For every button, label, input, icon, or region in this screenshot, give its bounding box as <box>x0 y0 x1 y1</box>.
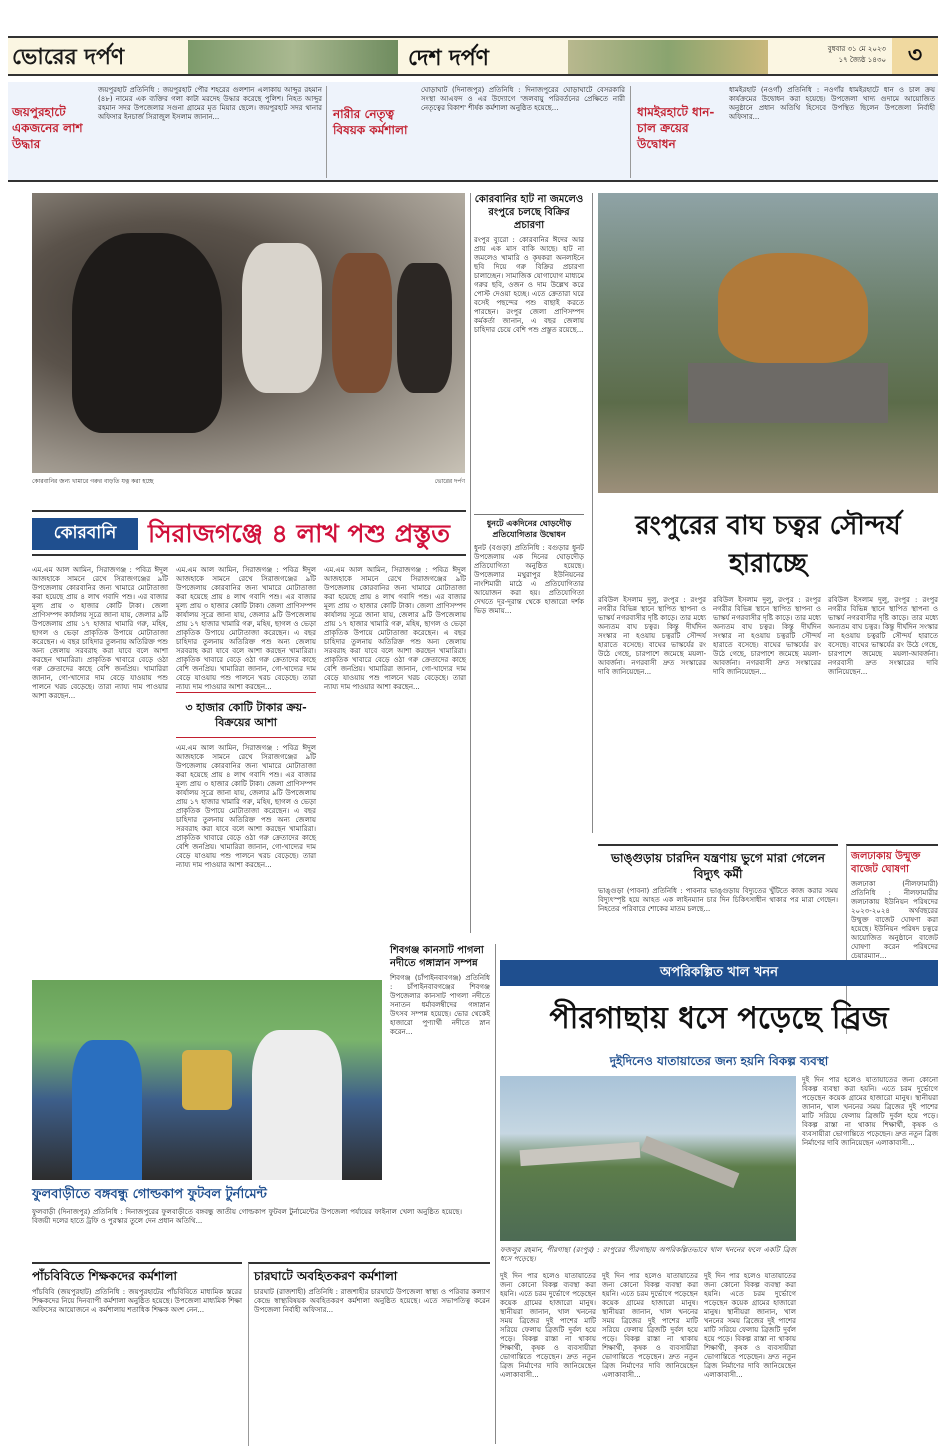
bridge-body-col-1: দুই দিন পার হলেও যাতায়াতের জন্য কোনো বিকল্প ব্যবস্থা করা হয়নি। এতে চরম দুর্ভোগে পড়েছেন কয়েক গ্রামের হাজারো মানুষ। স্থানীয়রা জানান, খাল খননের সময় ব্রিজের দুই পাশের মাটি সরিয়ে ফেলায় ব্রিজটি দুর্বল হয়ে পড়ে। বিকল্প রাস্তা না থাকায় শিক্ষার্থী, কৃষক ও ব্যবসায়ীরা ভোগান্তিতে পড়েছেন। দ্রুত নতুন ব্রিজ নির্মাণের দাবি জানিয়েছেন এলাকাবাসী... <box>500 1272 596 1379</box>
charghat-story <box>248 1262 490 1446</box>
date-line-1: বুধবার ৩১ মে ২০২৩ <box>827 45 886 53</box>
cattle-photo-credit: ভোরের দর্পণ <box>434 478 465 485</box>
tiger-statue-photo <box>598 193 938 493</box>
column-rule-3 <box>495 944 496 1444</box>
bridge-tag-bar <box>500 960 938 986</box>
masthead-farm-photo-left <box>188 40 398 74</box>
page-number: ৩ <box>907 41 923 68</box>
tiger-body-col-2: রবিউল ইসলাম দুলু, রংপুর : রংপুর নগরীর বিভিন্ন স্থানে স্থাপিত স্থাপনা ও ভাস্কর্য নগরবাসীর দৃষ্টি কাড়ে। তার মধ্যে অন্যতম বাঘ চত্বর। কিন্তু দীর্ঘদিন সংস্কার না হওয়ায় চত্বরটি সৌন্দর্য হারাতে বসেছে। বাঘের ভাস্কর্যের রং উঠে গেছে, চারপাশে জমেছে ময়লা-আবর্জনা। নগরবাসী দ্রুত সংস্কারের দাবি জানিয়েছেন... <box>713 596 821 676</box>
paper-name: ভোরের দর্পণ <box>12 44 125 70</box>
lead-story-col-2b: এম.এম আল আমিন, সিরাজগঞ্জ : পবিত্র ঈদুল আজহাকে সামনে রেখে সিরাজগঞ্জের ৯টি উপজেলায় কোরবানির জন্য খামারে মোটাতাজা করা হয়েছে প্রায় ৪ লাখ গবাদি পশু। এর বাজার মূল্য প্রায় ৩ হাজার কোটি টাকা। জেলা প্রাণিসম্পদ কার্যালয় সূত্রে জানা যায়, জেলার ৯টি উপজেলায় প্রায় ১৭ হাজার খামারি গরু, মহিষ, ছাগল ও ভেড়া প্রাকৃতিক উপায়ে মোটাতাজা করেছেন। এ বছর চাহিদার তুলনায় অতিরিক্ত পশু অন্য জেলায় সরবরাহ করা যাবে বলে আশা করছেন খামারিরা। প্রাকৃতিক খাবারে বেড়ে ওঠা গরু ক্রেতাদের কাছে বেশি জনপ্রিয়। খামারিরা জানান, গো-খাদ্যের দাম বেড়ে যাওয়ায় পশু পালনে খরচ বেড়েছে। তারা ন্যায্য দাম পাওয়ার আশা করছেন... <box>176 744 316 869</box>
budget-body: জলঢাকা (নীলফামারী) প্রতিনিধি : নীলফামারীর জলঢাকায় ইউনিয়ন পরিষদের ২০২৩-২০২৪ অর্থবছরের উন্মুক্ত বাজেট ঘোষণা করা হয়েছে। ইউনিয়ন পরিষদ চত্বরে আয়োজিত অনুষ্ঠানে বাজেট ঘোষণা করেন পরিষদের চেয়ারম্যান... <box>851 880 938 960</box>
page-number-tab <box>892 38 938 74</box>
tiger-statue-shape <box>718 253 868 363</box>
player-figure <box>72 1040 142 1180</box>
teachers-story <box>32 1262 242 1446</box>
column-rule-2 <box>592 193 593 833</box>
brief-1 <box>12 86 322 178</box>
bridge-subhead: দুইদিনেও যাতায়াতের জন্য হয়নি বিকল্প ব্যবস্থা <box>609 1054 829 1068</box>
cattle-photo-caption: কোরবানির জন্য খামারে গরুর বাড়তি যত্ন করা হচ্ছে <box>32 478 154 485</box>
tiger-body-col-1: রবিউল ইসলাম দুলু, রংপুর : রংপুর নগরীর বিভিন্ন স্থানে স্থাপিত স্থাপনা ও ভাস্কর্য নগরবাসীর দৃষ্টি কাড়ে। তার মধ্যে অন্যতম বাঘ চত্বর। কিন্তু দীর্ঘদিন সংস্কার না হওয়ায় চত্বরটি সৌন্দর্য হারাতে বসেছে। বাঘের ভাস্কর্যের রং উঠে গেছে, চারপাশে জমেছে ময়লা-আবর্জনা। নগরবাসী দ্রুত সংস্কারের দাবি জানিয়েছেন... <box>598 596 706 676</box>
brief-3-headline: ধামইরহাটে ধান-চাল ক্রয়ের উদ্বোধন <box>637 105 715 151</box>
dhunat-body: ধুনট (বগুড়া) প্রতিনিধি : বগুড়ার ধুনট উপজেলায় এক দিনের ঘোড়দৌড় প্রতিযোগিতা অনুষ্ঠিত হয়েছে। উপজেলার মথুরাপুর ইউনিয়নের নাংশিমারী মাঠে এ প্রতিযোগিতার আয়োজন করা হয়। প্রতিযোগিতা দেখতে দূর-দূরান্ত থেকে হাজারো দর্শক ভিড় জমায়... <box>474 544 584 615</box>
bridge-body-col-2: দুই দিন পার হলেও যাতায়াতের জন্য কোনো বিকল্প ব্যবস্থা করা হয়নি। এতে চরম দুর্ভোগে পড়েছেন কয়েক গ্রামের হাজারো মানুষ। স্থানীয়রা জানান, খাল খননের সময় ব্রিজের দুই পাশের মাটি সরিয়ে ফেলায় ব্রিজটি দুর্বল হয়ে পড়ে। বিকল্প রাস্তা না থাকায় শিক্ষার্থী, কৃষক ও ব্যবসায়ীরা ভোগান্তিতে পড়েছেন। দ্রুত নতুন ব্রিজ নির্মাণের দাবি জানিয়েছেন এলাকাবাসী... <box>602 1272 698 1379</box>
gangasnan-body: শিবগঞ্জ (চাঁপাইনবাবগঞ্জ) প্রতিনিধি : চাঁপাইনবাবগঞ্জের শিবগঞ্জ উপজেলার কানসাট পাগলা নদীতে সনাতন ধর্মাবলম্বীদের গঙ্গাস্নান উৎসব সম্পন্ন হয়েছে। ভোর থেকেই হাজারো পুণ্যার্থী নদীতে স্নান করেন... <box>390 974 490 1036</box>
brief-2 <box>326 86 626 178</box>
masthead-farm-photo-right <box>568 40 768 74</box>
lead-story-subhead-box <box>176 692 316 738</box>
lead-story-subhead: ৩ হাজার কোটি টাকার ক্রয়-বিক্রয়ের আশা <box>185 701 307 729</box>
cow-silhouette-3 <box>332 253 392 393</box>
lead-story-col-3: এম.এম আল আমিন, সিরাজগঞ্জ : পবিত্র ঈদুল আজহাকে সামনে রেখে সিরাজগঞ্জের ৯টি উপজেলায় কোরবানির জন্য খামারে মোটাতাজা করা হয়েছে প্রায় ৪ লাখ গবাদি পশু। এর বাজার মূল্য প্রায় ৩ হাজার কোটি টাকা। জেলা প্রাণিসম্পদ কার্যালয় সূত্রে জানা যায়, জেলার ৯টি উপজেলায় প্রায় ১৭ হাজার খামারি গরু, মহিষ, ছাগল ও ভেড়া প্রাকৃতিক উপায়ে মোটাতাজা করেছেন। এ বছর চাহিদার তুলনায় অতিরিক্ত পশু অন্য জেলায় সরবরাহ করা যাবে বলে আশা করছেন খামারিরা। প্রাকৃতিক খাবারে বেড়ে ওঠা গরু ক্রেতাদের কাছে বেশি জনপ্রিয়। খামারিরা জানান, গো-খাদ্যের দাম বেড়ে যাওয়ায় পশু পালনে খরচ বেড়েছে। তারা ন্যায্য দাম পাওয়ার আশা করছেন... <box>324 566 466 691</box>
budget-headline: জলঢাকায় উন্মুক্ত বাজেট ঘোষণা <box>851 851 921 875</box>
bridge-deck-left <box>520 1142 641 1166</box>
lead-story-headline: সিরাজগঞ্জে ৪ লাখ পশু প্রস্তুত <box>148 519 451 548</box>
bridge-body-col-3: দুই দিন পার হলেও যাতায়াতের জন্য কোনো বিকল্প ব্যবস্থা করা হয়নি। এতে চরম দুর্ভোগে পড়েছেন কয়েক গ্রামের হাজারো মানুষ। স্থানীয়রা জানান, খাল খননের সময় ব্রিজের দুই পাশের মাটি সরিয়ে ফেলায় ব্রিজটি দুর্বল হয়ে পড়ে। বিকল্প রাস্তা না থাকায় শিক্ষার্থী, কৃষক ও ব্যবসায়ীরা ভোগান্তিতে পড়েছেন। দ্রুত নতুন ব্রিজ নির্মাণের দাবি জানিয়েছেন এলাকাবাসী... <box>704 1272 796 1379</box>
football-body: ফুলবাড়ী (দিনাজপুর) প্রতিনিধি : দিনাজপুরের ফুলবাড়ীতে বঙ্গবন্ধু জাতীয় গোল্ডকাপ ফুটবল টুর্নামেন্টের উপজেলা পর্যায়ের ফাইনাল খেলা অনুষ্ঠিত হয়েছে। বিজয়ী দলের হাতে ট্রফি ও পুরস্কার তুলে দেন প্রধান অতিথি... <box>32 1208 462 1225</box>
bridge-photo-caption: ফজলুর রহমান, পীরগাছা (রংপুর) : রংপুরের পীরগাছায় অপরিকল্পিতভাবে খাল খননের ফলে একটি ব্রিজ ধসে পড়েছে। <box>500 1246 796 1263</box>
cow-silhouette-2 <box>242 243 322 393</box>
football-caption: ফুলবাড়ীতে বঙ্গবন্ধু গোল্ডকাপ ফুটবল টুর্নামেন্ট <box>32 1187 267 1202</box>
brief-2-headline: নারীর নেতৃত্ব বিষয়ক কর্মশালা <box>333 107 408 137</box>
rangpur-market-headline: কোরবানির হাট না জমলেও রংপুরে চলছে বিক্রির প্রচারণা <box>474 194 584 231</box>
brief-3 <box>630 86 934 178</box>
trophy-handover <box>182 1050 232 1110</box>
tiger-plinth <box>688 363 888 423</box>
paper-logo <box>12 42 188 74</box>
teachers-headline: পাঁচবিবিতে শিক্ষকদের কর্মশালা <box>32 1269 177 1283</box>
tiger-body-col-3: রবিউল ইসলাম দুলু, রংপুর : রংপুর নগরীর বিভিন্ন স্থানে স্থাপিত স্থাপনা ও ভাস্কর্য নগরবাসীর দৃষ্টি কাড়ে। তার মধ্যে অন্যতম বাঘ চত্বর। কিন্তু দীর্ঘদিন সংস্কার না হওয়ায় চত্বরটি সৌন্দর্য হারাতে বসেছে। বাঘের ভাস্কর্যের রং উঠে গেছে, চারপাশে জমেছে ময়লা-আবর্জনা। নগরবাসী দ্রুত সংস্কারের দাবি জানিয়েছেন... <box>828 596 938 676</box>
column-rule-1 <box>470 193 471 933</box>
section-name: দেশ দর্পণ <box>408 45 489 71</box>
lead-story-header <box>32 510 466 556</box>
football-award-photo <box>32 980 382 1180</box>
brief-1-headline: জয়পুরহাটে একজনের লাশ উদ্ধার <box>12 105 83 151</box>
charghat-body: চারঘাট (রাজশাহী) প্রতিনিধি : রাজশাহীর চারঘাটে উপজেলা স্বাস্থ্য ও পরিবার কল্যাণ কেন্দ্রে স্বাস্থ্যবিষয়ক অবহিতকরণ কর্মশালা অনুষ্ঠিত হয়েছে। এতে সভাপতিত্ব করেন উপজেলা নির্বাহী অফিসার... <box>254 1288 490 1314</box>
official-figure <box>252 1030 342 1180</box>
cow-silhouette-1 <box>72 233 222 433</box>
electric-worker-headline: ভাঙ্গুড়ায় চারদিন যন্ত্রণায় ভুগে মারা গেলেন বিদ্যুৎ কর্মী <box>611 851 825 881</box>
date-line-2: ১৭ জ্যৈষ্ঠ ১৪৩০ <box>838 56 886 64</box>
electric-worker-body: ভাঙ্গুড়া (পাবনা) প্রতিনিধি : পাবনার ভাঙ্গুড়ায় বিদ্যুতের খুঁটিতে কাজ করার সময় বিদ্যুৎস্পৃষ্ট হয়ে আহত এক লাইনম্যান চার দিন চিকিৎসাধীন থাকার পর মারা গেছেন। নিহতের পরিবারে শোকের মাতম চলছে... <box>598 887 838 913</box>
lead-story-col-1: এম.এম আল আমিন, সিরাজগঞ্জ : পবিত্র ঈদুল আজহাকে সামনে রেখে সিরাজগঞ্জের ৯টি উপজেলায় কোরবানির জন্য খামারে মোটাতাজা করা হয়েছে প্রায় ৪ লাখ গবাদি পশু। এর বাজার মূল্য প্রায় ৩ হাজার কোটি টাকা। জেলা প্রাণিসম্পদ কার্যালয় সূত্রে জানা যায়, জেলার ৯টি উপজেলায় প্রায় ১৭ হাজার খামারি গরু, মহিষ, ছাগল ও ভেড়া প্রাকৃতিক উপায়ে মোটাতাজা করেছেন। এ বছর চাহিদার তুলনায় অতিরিক্ত পশু অন্য জেলায় সরবরাহ করা যাবে বলে আশা করছেন খামারিরা। প্রাকৃতিক খাবারে বেড়ে ওঠা গরু ক্রেতাদের কাছে বেশি জনপ্রিয়। খামারিরা জানান, গো-খাদ্যের দাম বেড়ে যাওয়ায় পশু পালনে খরচ বেড়েছে। তারা ন্যায্য দাম পাওয়ার আশা করছেন... <box>32 566 168 700</box>
tiger-headline-box <box>598 500 938 590</box>
briefs-band <box>8 82 938 182</box>
bridge-tag: অপরিকল্পিত খাল খনন <box>660 964 778 980</box>
cow-silhouette-4 <box>397 263 452 393</box>
gangasnan-headline: শিবগঞ্জ কানসাট পাগলা নদীতে গঙ্গাস্নান সম্পন্ন <box>390 945 484 969</box>
brief-1-body: জয়পুরহাট প্রতিনিধি : জয়পুরহাট পৌর শহরের গুলশান এলাকায় আব্দুর রহমান (৪৮) নামের এক ব্যক্তির গলা কাটা মরদেহ উদ্ধার করেছে পুলিশ। নিহত আব্দুর রহমান সদর উপজেলার সগুনা গ্রামের মৃত মিয়ার ছেলে। জয়পুরহাট সদর থানার অফিসার ইনচার্জ সিরাজুল ইসলাম জানান... <box>98 86 322 121</box>
masthead <box>8 36 938 76</box>
bridge-deck-collapsed <box>641 1136 740 1188</box>
lead-story-tag-text: কোরবানি <box>53 523 117 543</box>
tiger-headline: রংপুরের বাঘ চত্বর সৌন্দর্য হারাচ্ছে <box>635 511 901 579</box>
dhunat-headline: ধুনটে একদিনের ঘোড়দৌড় প্রতিযোগিতার উদ্বোধন <box>486 518 572 539</box>
dhunat-story <box>474 514 584 734</box>
charghat-headline: চারঘাটে অবহিতকরণ কর্মশালা <box>254 1269 398 1283</box>
teachers-body: পাঁচবিবি (জয়পুরহাট) প্রতিনিধি : জয়পুরহাটের পাঁচবিবিতে মাধ্যমিক স্তরের শিক্ষকদের নিয়ে দিনব্যাপী কর্মশালা অনুষ্ঠিত হয়েছে। উপজেলা মাধ্যমিক শিক্ষা অফিসের আয়োজনে এ কর্মশালায় শতাধিক শিক্ষক অংশ নেন... <box>32 1288 242 1314</box>
lead-story-col-2: এম.এম আল আমিন, সিরাজগঞ্জ : পবিত্র ঈদুল আজহাকে সামনে রেখে সিরাজগঞ্জের ৯টি উপজেলায় কোরবানির জন্য খামারে মোটাতাজা করা হয়েছে প্রায় ৪ লাখ গবাদি পশু। এর বাজার মূল্য প্রায় ৩ হাজার কোটি টাকা। জেলা প্রাণিসম্পদ কার্যালয় সূত্রে জানা যায়, জেলার ৯টি উপজেলায় প্রায় ১৭ হাজার খামারি গরু, মহিষ, ছাগল ও ভেড়া প্রাকৃতিক উপায়ে মোটাতাজা করেছেন। এ বছর চাহিদার তুলনায় অতিরিক্ত পশু অন্য জেলায় সরবরাহ করা যাবে বলে আশা করছেন খামারিরা। প্রাকৃতিক খাবারে বেড়ে ওঠা গরু ক্রেতাদের কাছে বেশি জনপ্রিয়। খামারিরা জানান, গো-খাদ্যের দাম বেড়ে যাওয়ায় পশু পালনে খরচ বেড়েছে। তারা ন্যায্য দাম পাওয়ার আশা করছেন... <box>176 566 316 691</box>
lead-story-tag <box>32 518 138 550</box>
gangasnan-story <box>390 944 490 1264</box>
rangpur-market-body: রংপুর ব্যুরো : কোরবানির ঈদের আর প্রায় এক মাস বাকি আছে। হাট না জমলেও খামারি ও কৃষকরা অনলাইনে ছবি দিয়ে গরু বিক্রির প্রচারণা চালাচ্ছেন। সামাজিক যোগাযোগ মাধ্যমে গরুর ছবি, ওজন ও দাম উল্লেখ করে পোস্ট দেওয়া হচ্ছে। এতে ক্রেতারা ঘরে বসেই পছন্দের পশু বাছাই করতে পারছেন। রংপুর জেলা প্রাণিসম্পদ কর্মকর্তা জানান, এ বছর জেলায় চাহিদার চেয়ে বেশি পশু প্রস্তুত রয়েছে... <box>474 236 584 334</box>
brief-2-body: ঘোড়াঘাট (দিনাজপুর) প্রতিনিধি : দিনাজপুরের ঘোড়াঘাটে বেসরকারি সংস্থা আএফদ ও এর উদ্যোগে 'জলবায়ু পরিবর্তনের প্রেক্ষিতে নারী নেতৃত্বের বিকাশ' শীর্ষক কর্মশালা অনুষ্ঠিত হয়েছে... <box>421 86 625 112</box>
date-block <box>776 44 886 66</box>
bridge-headline: পীরগাছায় ধসে পড়েছে ব্রিজ <box>549 1001 889 1036</box>
collapsed-bridge-photo <box>500 1076 796 1241</box>
cattle-farm-photo <box>32 193 465 473</box>
rangpur-market-story <box>474 193 584 513</box>
brief-3-body: ধামইরহাট (নওগাঁ) প্রতিনিধি : নওগাঁর ধামইরহাটে ধান ও চাল ক্রয় কার্যক্রমের উদ্বোধন করা হয়েছে। উপজেলা খাদ্য গুদামে আয়োজিত অনুষ্ঠানে প্রধান অতিথি হিসেবে উপস্থিত ছিলেন উপজেলা নির্বাহী অফিসার... <box>729 86 935 121</box>
bridge-body-right: দুই দিন পার হলেও যাতায়াতের জন্য কোনো বিকল্প ব্যবস্থা করা হয়নি। এতে চরম দুর্ভোগে পড়েছেন কয়েক গ্রামের হাজারো মানুষ। স্থানীয়রা জানান, খাল খননের সময় ব্রিজের দুই পাশের মাটি সরিয়ে ফেলায় ব্রিজটি দুর্বল হয়ে পড়ে। বিকল্প রাস্তা না থাকায় শিক্ষার্থী, কৃষক ও ব্যবসায়ীরা ভোগান্তিতে পড়েছেন। দ্রুত নতুন ব্রিজ নির্মাণের দাবি জানিয়েছেন এলাকাবাসী... <box>802 1076 938 1147</box>
